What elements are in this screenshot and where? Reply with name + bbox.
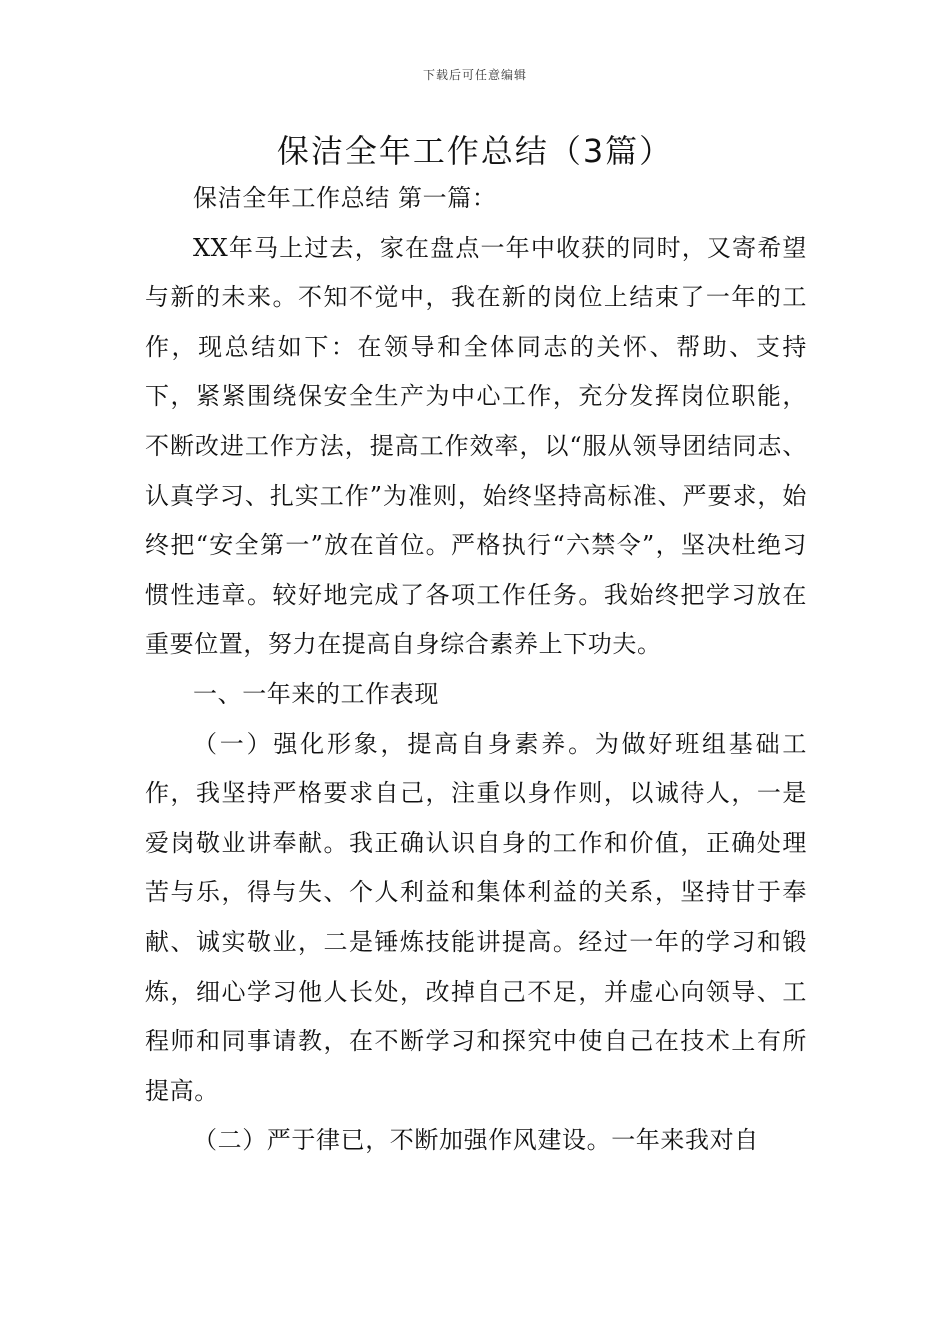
header-note: 下载后可任意编辑 (422, 68, 527, 82)
body-paragraph: XX年马上过去，家在盘点一年中收获的同时，又寄希望与新的未来。不知不觉中，我在新的岗位上结束了一年的工作，现总结如下：在领导和全体同志的关怀、帮助、支持下，紧紧围绕保安全生产为中心工作，充分发挥岗位职能，不断改进工作方法，提高工作效率，以“服从领导团结同志、认真学习、扎实工作”为准则，始终坚持高标准、严要求，始终把“安全第一”放在首位。严格执行“六禁令”，坚决杜绝习惯性违章。较好地完成了各项工作任务。我始终把学习放在重要位置，努力在提高自身综合素养上下功夫。 (145, 233, 807, 659)
section-intro: 保洁全年工作总结 第一篇： (193, 184, 497, 212)
section-heading: 一、一年来的工作表现 (193, 679, 439, 708)
document-body (145, 174, 807, 1166)
body-paragraph: （二）严于律已，不断加强作风建设。一年来我对自 (193, 1126, 759, 1155)
body-paragraph: （一）强化形象，提高自身素养。为做好班组基础工作，我坚持严格要求自己，注重以身作则，以诚待人，一是爱岗敬业讲奉献。我正确认识自身的工作和价值，正确处理苦与乐，得与失、个人利益和集体利益的关系，坚持甘于奉献、诚实敬业，二是锤炼技能讲提高。经过一年的学习和锻炼，细心学习他人长处，改掉自己不足，并虚心向领导、工程师和同事请教，在不断学习和探究中使自己在技术上有所提高。 (145, 729, 807, 1105)
document-title: 保洁全年工作总结（3篇） (276, 132, 674, 170)
